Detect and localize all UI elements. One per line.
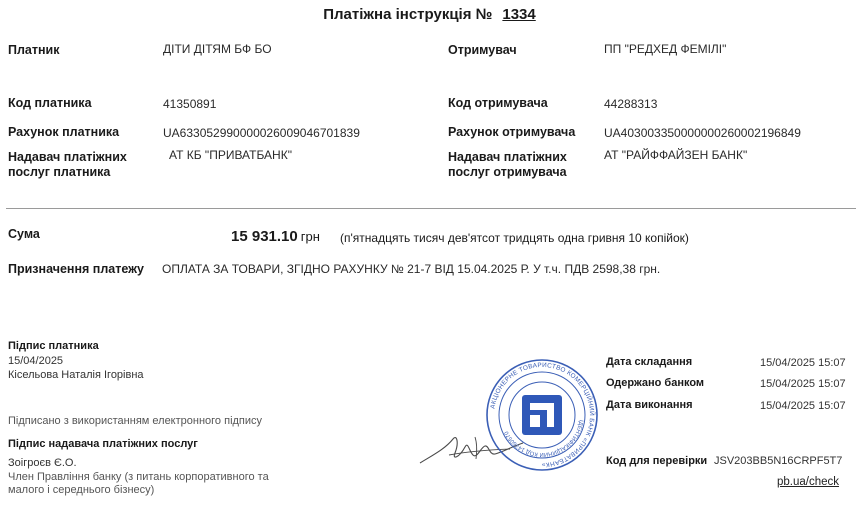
provider-signatory-name: Зоігроєв Є.О. <box>8 457 77 469</box>
privatbank-logo-icon <box>522 395 562 435</box>
receiver-code: 44288313 <box>604 97 658 111</box>
receiver-name: ПП "РЕДХЕД ФЕМІЛІ" <box>604 42 727 56</box>
date-received-value: 15/04/2025 15:07 <box>760 378 846 390</box>
amount-value: 15 931.10 <box>231 228 298 245</box>
receiver-bank-label: Надавач платіжних послуг отримувача <box>448 150 567 179</box>
amount-currency: грн <box>300 229 320 244</box>
date-executed-label: Дата виконання <box>606 399 693 411</box>
verification-link[interactable]: pb.ua/check <box>777 476 840 488</box>
amount-value-group <box>231 228 320 246</box>
verification-code: JSV203BB5N16CRPF5T7 <box>714 455 843 467</box>
provider-signature-label: Підпис надавача платіжних послуг <box>8 438 198 450</box>
receiver-label: Отримувач <box>448 43 517 57</box>
bank-stamp <box>484 357 600 473</box>
payer-signature-name: Кісельова Наталія Ігорівна <box>8 369 144 381</box>
stamp-outer-text: АКЦІОНЕРНЕ ТОВАРИСТВО КОМЕРЦІЙНИЙ БАНК «ПРИВАТБАНК» <box>489 361 596 469</box>
payer-name: ДІТИ ДІТЯМ БФ БО <box>163 42 272 56</box>
date-executed-value: 15/04/2025 15:07 <box>760 400 846 412</box>
purpose-label: Призначення платежу <box>8 262 144 276</box>
divider <box>6 208 856 209</box>
electronic-signature-note: Підписано з використанням електронного підпису <box>8 415 263 427</box>
title-text: Платіжна інструкція № <box>323 6 493 23</box>
provider-signatory-position: Член Правління банку (з питань корпоративного та <box>8 471 269 483</box>
purpose-text: ОПЛАТА ЗА ТОВАРИ, ЗГІДНО РАХУНКУ № 21-7 ВІД 15.04.2025 Р. У т.ч. ПДВ 2598,38 грн. <box>162 262 661 276</box>
payer-label: Платник <box>8 43 60 57</box>
date-compiled-value: 15/04/2025 15:07 <box>760 357 846 369</box>
date-compiled-label: Дата складання <box>606 356 693 368</box>
amount-label: Сума <box>8 227 40 241</box>
payer-bank: АТ КБ "ПРИВАТБАНК" <box>169 148 292 162</box>
receiver-account-label: Рахунок отримувача <box>448 125 576 139</box>
payer-account: UA633052990000026009046701839 <box>163 126 360 140</box>
payer-signature-label: Підпис платника <box>8 340 99 352</box>
receiver-code-label: Код отримувача <box>448 96 548 110</box>
receiver-account: UA403003350000000260002196849 <box>604 126 801 140</box>
document-number: 1334 <box>502 6 536 23</box>
payer-code: 41350891 <box>163 97 217 111</box>
receiver-bank: АТ "РАЙФФАЙЗЕН БАНК" <box>604 148 748 162</box>
date-received-label: Одержано банком <box>606 377 705 389</box>
verification-code-label: Код для перевірки <box>606 455 708 467</box>
stamp-inner-text: ІДЕНТИФІКАЦІЙНИЙ КОД 14360570 <box>503 419 584 458</box>
payer-code-label: Код платника <box>8 96 92 110</box>
provider-signatory-position-2: малого і середнього бізнесу) <box>8 484 155 496</box>
payer-account-label: Рахунок платника <box>8 125 120 139</box>
amount-in-words: (п'ятнадцять тисяч дев'ятсот тридцять одна гривня 10 копійок) <box>340 231 689 245</box>
payer-bank-label: Надавач платіжних послуг платника <box>8 150 127 179</box>
document-title <box>0 6 859 23</box>
payer-signature-date: 15/04/2025 <box>8 355 64 367</box>
